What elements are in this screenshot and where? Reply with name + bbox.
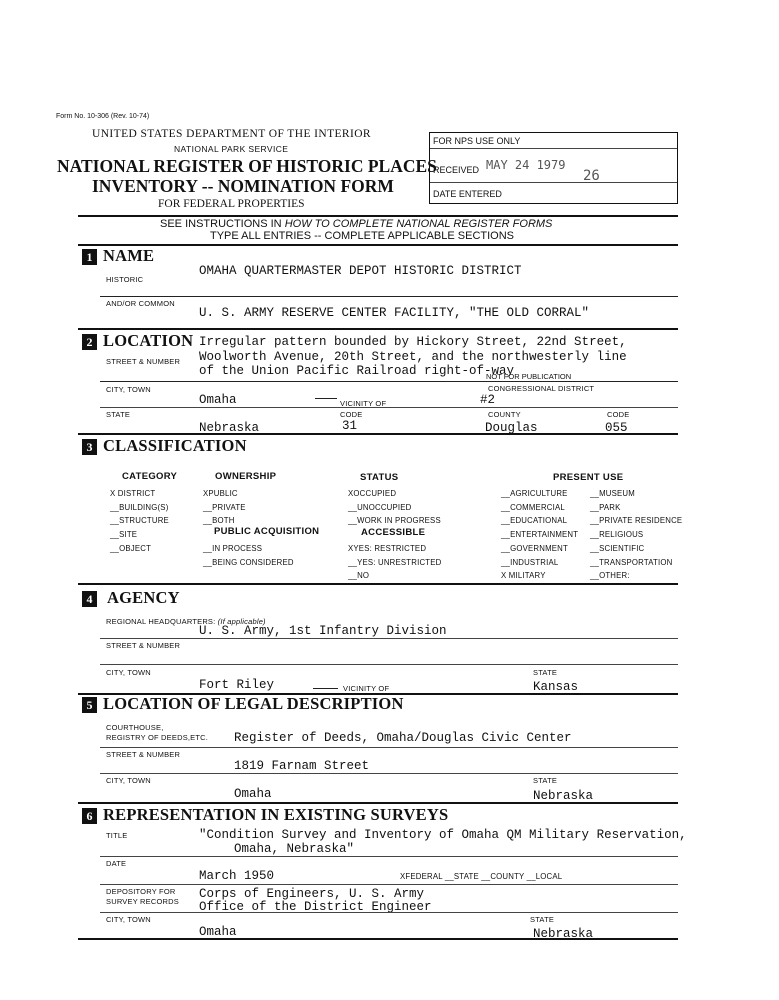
survey-city-value: Omaha	[199, 925, 237, 939]
ownership-list	[203, 487, 246, 528]
ownership-header: OWNERSHIP	[215, 471, 277, 482]
acquisition-list	[203, 542, 294, 569]
survey-date-label: DATE	[106, 859, 127, 868]
county-code-label: CODE	[607, 410, 630, 419]
use-private-residence: __PRIVATE RESIDENCE	[590, 516, 683, 526]
survey-state-label: STATE	[530, 915, 555, 924]
regional-hq-label: REGIONAL HEADQUARTERS: (If applicable)	[106, 617, 266, 626]
section-5-number: 5	[82, 697, 97, 713]
vicinity-label: VICINITY OF	[340, 399, 387, 408]
survey-state-value: Nebraska	[533, 927, 594, 941]
section-1-number: 1	[82, 249, 97, 265]
ownership-both: __BOTH	[203, 516, 235, 526]
historic-label: HISTORIC	[106, 275, 144, 284]
acquisition-being-considered: __BEING CONSIDERED	[203, 557, 294, 567]
present-use-col-2	[590, 487, 682, 583]
survey-city-label: CITY, TOWN	[106, 915, 151, 924]
legal-state-label: STATE	[533, 776, 558, 785]
received-stamp: MAY 24 1979	[486, 158, 566, 172]
use-educational: __EDUCATIONAL	[501, 516, 568, 526]
section-6-number: 6	[82, 808, 97, 824]
accessible-unrestricted: __YES: UNRESTRICTED	[348, 557, 442, 567]
form-title-2: INVENTORY -- NOMINATION FORM	[92, 176, 394, 196]
category-list	[110, 487, 169, 556]
form-subtitle: FOR FEDERAL PROPERTIES	[158, 198, 305, 210]
use-entertainment: __ENTERTAINMENT	[501, 530, 579, 540]
survey-date-value: March 1950	[199, 869, 275, 883]
legal-state-value: Nebraska	[533, 789, 594, 803]
section-5-title: LOCATION OF LEGAL DESCRIPTION	[103, 694, 404, 713]
ownership-private: __PRIVATE	[203, 502, 246, 512]
received-label: RECEIVED	[433, 165, 480, 175]
district-value: #2	[480, 393, 496, 407]
use-park: __PARK	[590, 502, 621, 512]
service-name: NATIONAL PARK SERVICE	[174, 144, 289, 154]
street-line-3: of the Union Pacific Railroad right-of-way	[199, 364, 515, 378]
use-commercial: __COMMERCIAL	[501, 502, 565, 512]
category-structure: __STRUCTURE	[110, 516, 169, 526]
section-4-number: 4	[82, 591, 97, 607]
category-buildings: __BUILDING(S)	[110, 502, 169, 512]
survey-title-label: TITLE	[106, 831, 128, 840]
status-occupied: XOCCUPIED	[348, 489, 397, 498]
historic-value: OMAHA QUARTERMASTER DEPOT HISTORIC DISTRICT	[199, 264, 522, 278]
legal-street-value: 1819 Farnam Street	[234, 759, 370, 773]
survey-level-options: XFEDERAL __STATE __COUNTY __LOCAL	[400, 872, 563, 881]
county-label: COUNTY	[488, 410, 521, 419]
section-2-number: 2	[82, 334, 97, 350]
use-agriculture: __AGRICULTURE	[501, 489, 568, 498]
city-label: CITY, TOWN	[106, 385, 151, 394]
courthouse-label-2: REGISTRY OF DEEDS,ETC.	[106, 733, 209, 742]
state-value: Nebraska	[199, 421, 260, 435]
agency-street-label: STREET & NUMBER	[106, 641, 181, 650]
use-transportation: __TRANSPORTATION	[590, 557, 673, 567]
legal-city-label: CITY, TOWN	[106, 776, 151, 785]
use-museum: __MUSEUM	[590, 489, 635, 498]
date-entered-label: DATE ENTERED	[433, 189, 502, 199]
acquisition-in-process: __IN PROCESS	[203, 544, 263, 553]
present-use-header: PRESENT USE	[553, 472, 624, 483]
accessible-header: ACCESSIBLE	[361, 527, 426, 538]
state-code-value: 31	[342, 419, 358, 433]
agency-city-label: CITY, TOWN	[106, 668, 151, 677]
form-title-1: NATIONAL REGISTER OF HISTORIC PLACES	[57, 156, 437, 176]
common-value: U. S. ARMY RESERVE CENTER FACILITY, "THE OLD CORRAL"	[199, 306, 590, 320]
ownership-public: XPUBLIC	[203, 489, 238, 498]
use-government: __GOVERNMENT	[501, 543, 568, 553]
status-unoccupied: __UNOCCUPIED	[348, 502, 412, 512]
courthouse-value: Register of Deeds, Omaha/Douglas Civic Center	[234, 731, 572, 745]
form-number: Form No. 10-306 (Rev. 10-74)	[56, 113, 150, 120]
code-label: CODE	[340, 410, 363, 419]
city-value: Omaha	[199, 393, 237, 407]
survey-title-value-2: Omaha, Nebraska"	[234, 842, 355, 856]
depository-label-2: SURVEY RECORDS	[106, 897, 179, 906]
nps-use-label: FOR NPS USE ONLY	[433, 136, 521, 146]
depository-label-1: DEPOSITORY FOR	[106, 887, 176, 896]
section-1-title: NAME	[103, 246, 155, 265]
agency-city-value: Fort Riley	[199, 678, 275, 692]
category-object: __OBJECT	[110, 543, 152, 553]
depository-value-2: Office of the District Engineer	[199, 900, 432, 914]
use-military: X MILITARY	[501, 571, 546, 581]
congressional-district-label: CONGRESSIONAL DISTRICT	[488, 384, 595, 393]
county-code-value: 055	[605, 421, 628, 435]
instructions-line-2: TYPE ALL ENTRIES -- COMPLETE APPLICABLE SECTIONS	[210, 230, 515, 242]
status-work-in-progress: __WORK IN PROGRESS	[348, 516, 441, 526]
street-line-2: Woolworth Avenue, 20th Street, and the northwesterly line	[199, 350, 627, 364]
present-use-col-1	[501, 487, 578, 583]
nps-use-box	[429, 132, 678, 204]
use-scientific: __SCIENTIFIC	[590, 543, 645, 553]
courthouse-label-1: COURTHOUSE,	[106, 723, 164, 732]
street-line-1: Irregular pattern bounded by Hickory Street, 22nd Street,	[199, 335, 627, 349]
accessible-restricted: XYES: RESTRICTED	[348, 544, 427, 553]
category-site: __SITE	[110, 530, 138, 540]
section-4-title: AGENCY	[107, 588, 180, 607]
county-value: Douglas	[485, 421, 538, 435]
instructions-line-1: SEE INSTRUCTIONS IN HOW TO COMPLETE NATIONAL REGISTER FORMS	[160, 218, 553, 230]
category-header: CATEGORY	[122, 471, 178, 482]
common-label: AND/OR COMMON	[106, 299, 175, 308]
category-district: X DISTRICT	[110, 489, 156, 498]
use-other: __OTHER:	[590, 571, 630, 581]
agency-vicinity-label: VICINITY OF	[343, 684, 390, 693]
legal-city-value: Omaha	[234, 787, 272, 801]
survey-title-value-1: "Condition Survey and Inventory of Omaha QM Military Reservation,	[199, 828, 687, 842]
received-stamp-day: 26	[583, 168, 600, 184]
street-label: STREET & NUMBER	[106, 357, 181, 366]
use-religious: __RELIGIOUS	[590, 530, 644, 540]
section-3-number: 3	[82, 439, 97, 455]
status-list	[348, 487, 441, 528]
accessible-list	[348, 542, 441, 583]
not-for-publication: NOT FOR PUBLICATION	[486, 372, 572, 381]
legal-street-label: STREET & NUMBER	[106, 750, 181, 759]
status-header: STATUS	[360, 472, 399, 483]
section-3-title: CLASSIFICATION	[103, 436, 247, 455]
accessible-no: __NO	[348, 571, 370, 581]
public-acquisition-header: PUBLIC ACQUISITION	[214, 526, 320, 537]
section-2-title: LOCATION	[103, 331, 194, 350]
agency-state-label: STATE	[533, 668, 558, 677]
department-name: UNITED STATES DEPARTMENT OF THE INTERIOR	[92, 128, 372, 140]
regional-hq-value: U. S. Army, 1st Infantry Division	[199, 624, 447, 638]
use-industrial: __INDUSTRIAL	[501, 557, 559, 567]
state-label: STATE	[106, 410, 131, 419]
depository-value-1: Corps of Engineers, U. S. Army	[199, 887, 425, 901]
agency-state-value: Kansas	[533, 680, 579, 694]
section-6-title: REPRESENTATION IN EXISTING SURVEYS	[103, 805, 449, 824]
